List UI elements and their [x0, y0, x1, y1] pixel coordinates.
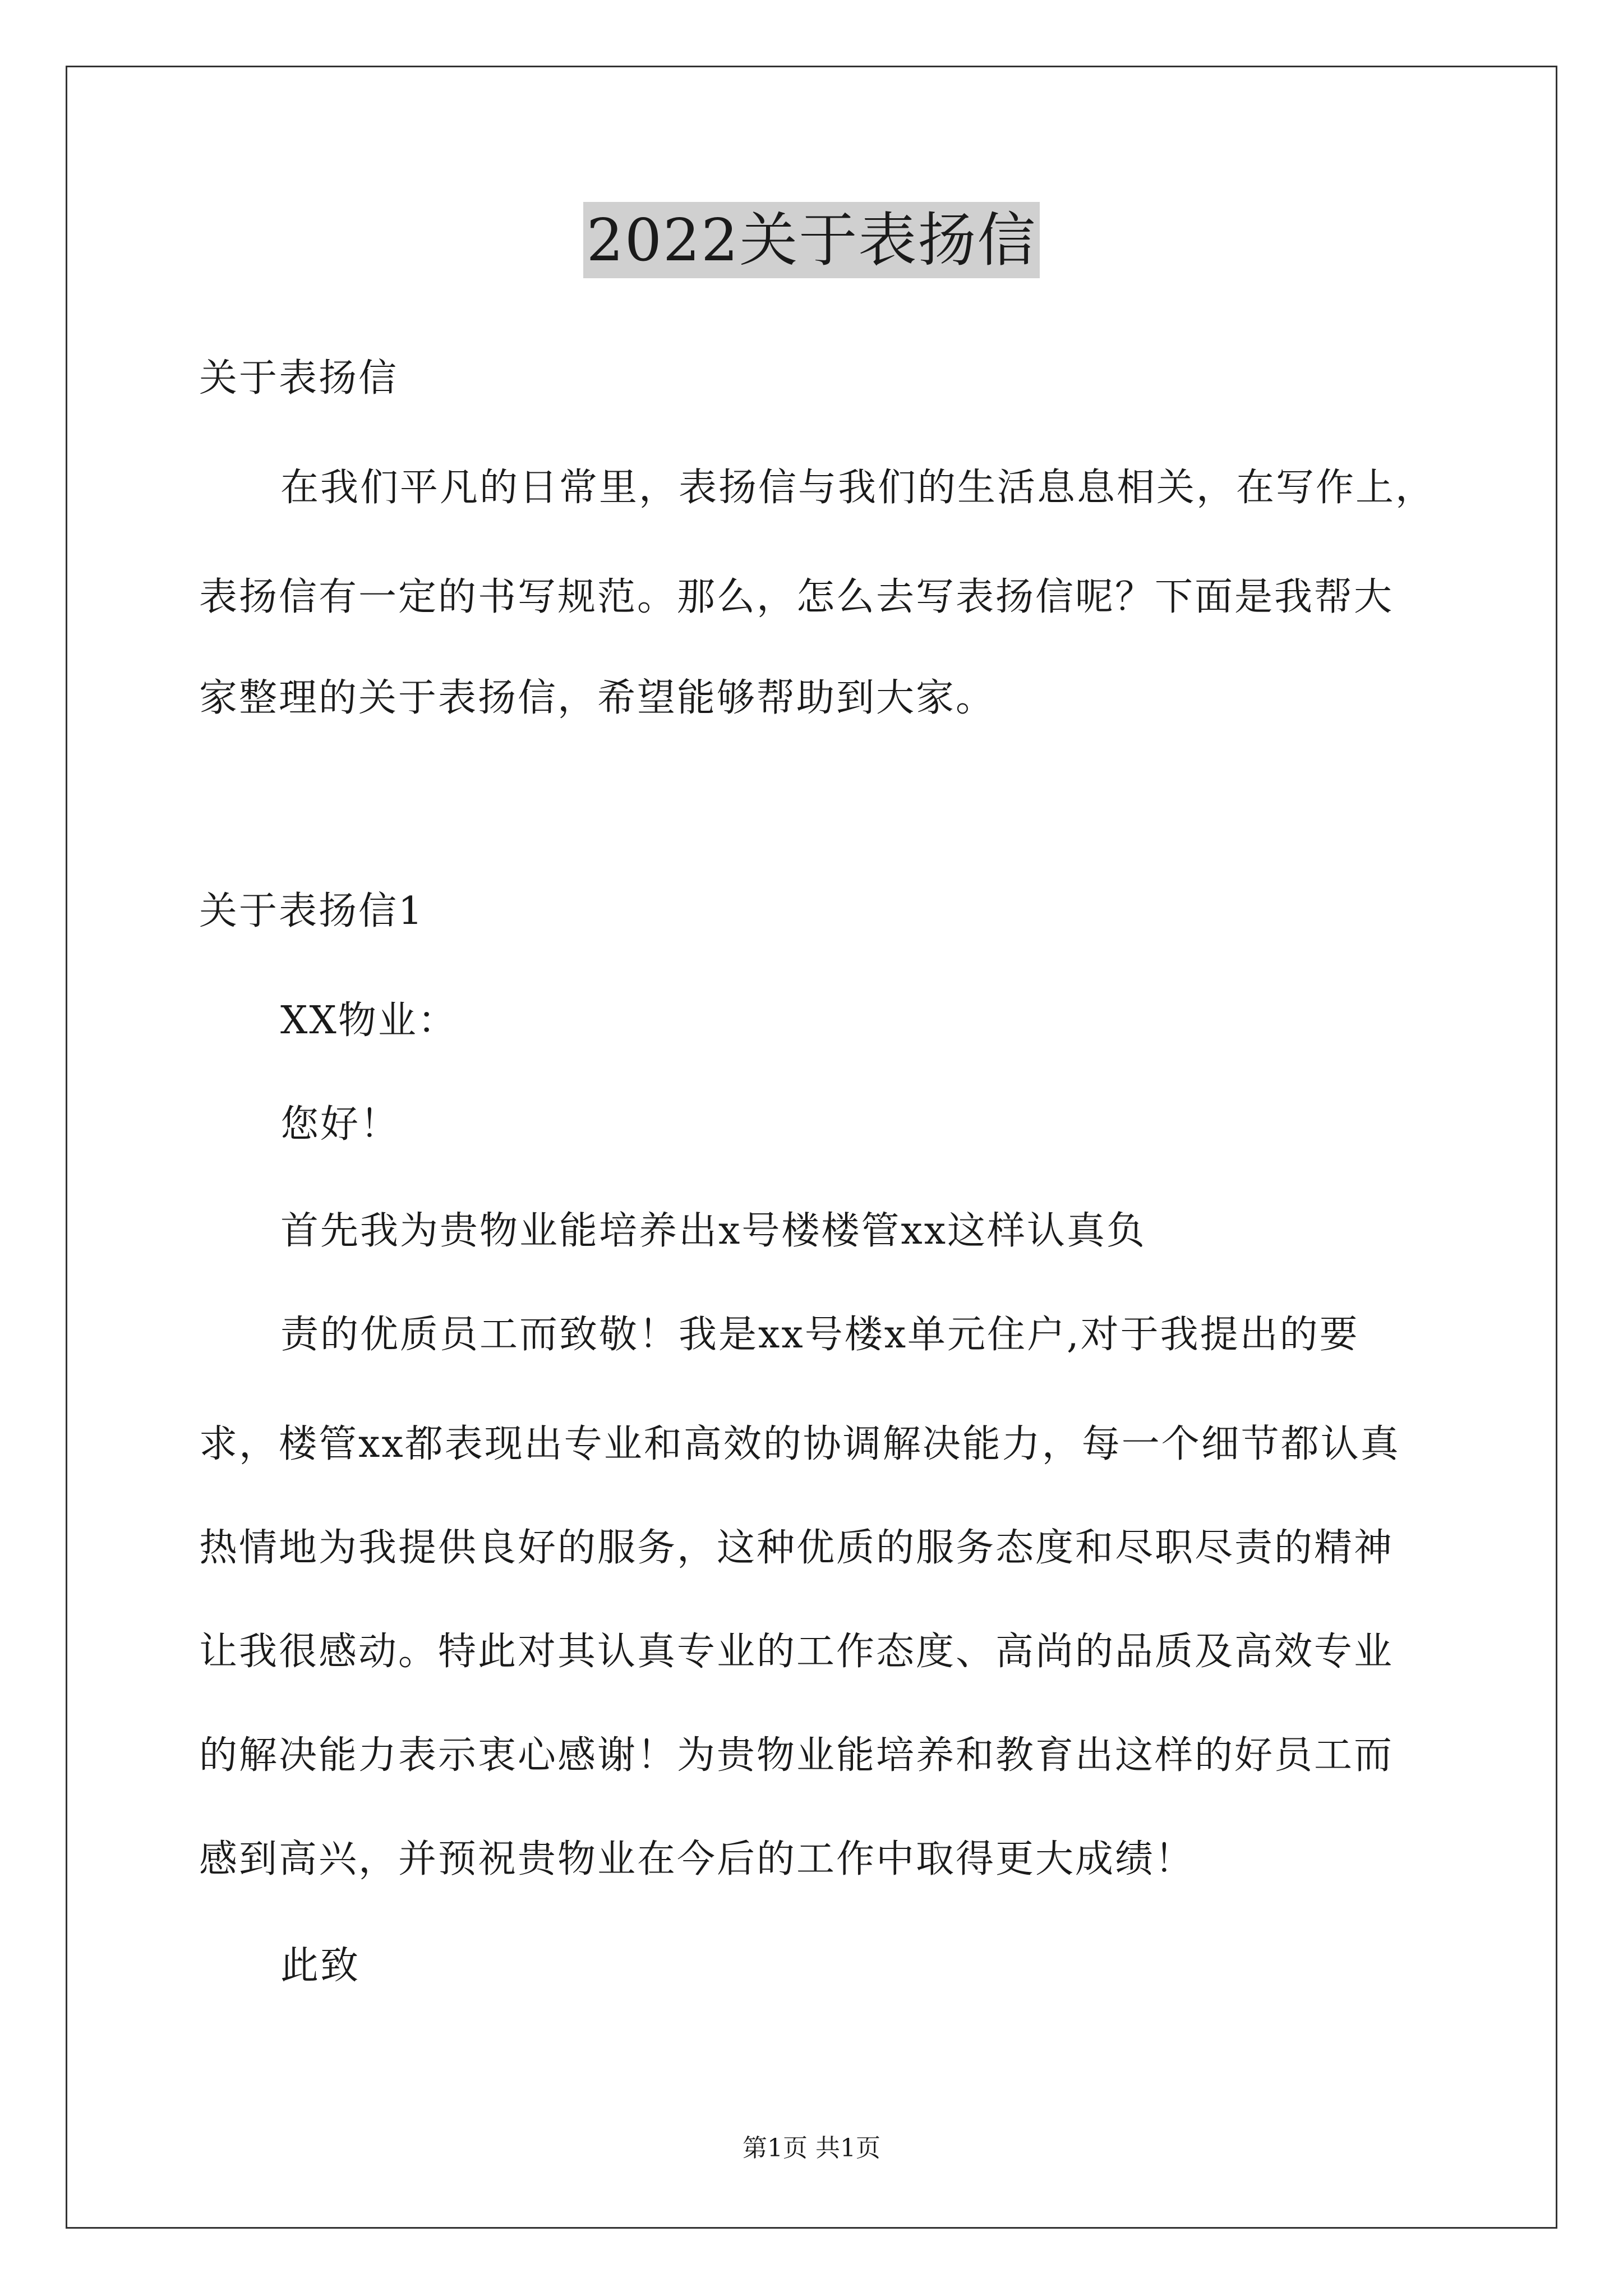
body-line: 责的优质员工而致敬！我是xx号楼x单元住户,对于我提出的要	[280, 1313, 1359, 1357]
greeting: 您好！	[280, 1102, 400, 1147]
intro-line: 在我们平凡的日常里，表扬信与我们的生活息息相关，在写作上，	[280, 466, 1436, 510]
body-line: 热情地为我提供良好的服务，这种优质的服务态度和尽职尽责的精神	[199, 1526, 1394, 1570]
closing: 此致	[280, 1944, 361, 1988]
body-line: 让我很感动。特此对其认真专业的工作态度、高尚的品质及高效专业	[199, 1630, 1394, 1674]
body-line: 感到高兴，并预祝贵物业在今后的工作中取得更大成绩！	[199, 1837, 1195, 1881]
page-footer: 第1页 共1页	[743, 2134, 880, 2162]
intro-line: 表扬信有一定的书写规范。那么，怎么去写表扬信呢？下面是我帮大	[199, 575, 1394, 619]
document-subtitle: 关于表扬信	[199, 356, 399, 401]
title-wrapper	[0, 202, 1623, 278]
intro-line: 家整理的关于表扬信，希望能够帮助到大家。	[199, 676, 996, 720]
section-title: 关于表扬信1	[199, 889, 425, 933]
body-line: 首先我为贵物业能培养出x号楼楼管xx这样认真负	[280, 1209, 1147, 1253]
salutation: XX物业：	[280, 999, 458, 1043]
body-line: 求，楼管xx都表现出专业和高效的协调解决能力，每一个细节都认真	[199, 1422, 1400, 1466]
document-title: 2022关于表扬信	[583, 202, 1040, 278]
body-line: 的解决能力表示衷心感谢！为贵物业能培养和教育出这样的好员工而	[199, 1733, 1394, 1778]
